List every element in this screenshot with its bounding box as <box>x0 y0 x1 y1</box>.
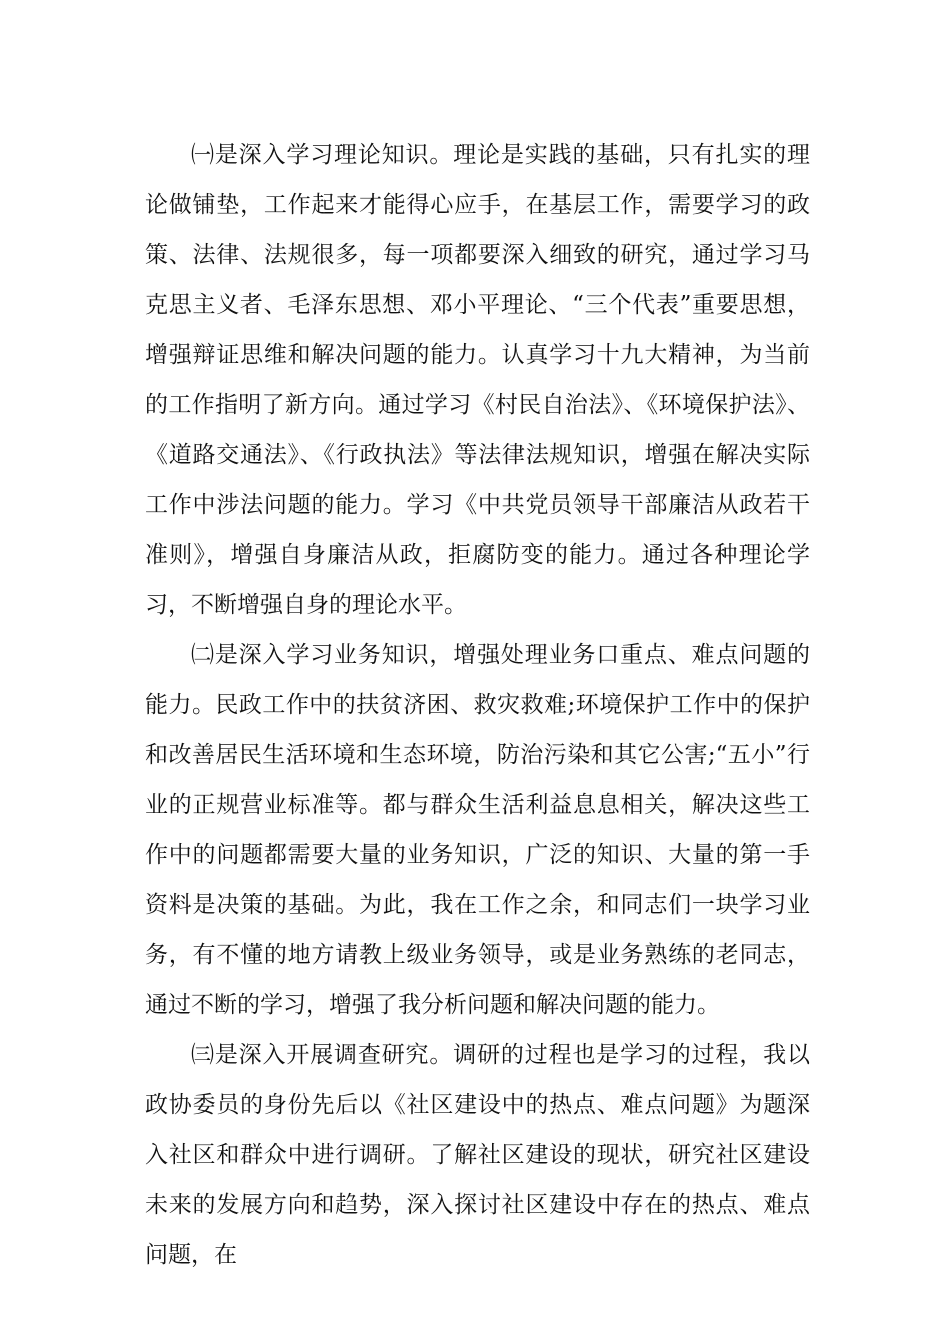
document-body <box>145 130 810 1280</box>
paragraph-1: ㈠是深入学习理论知识。理论是实践的基础，只有扎实的理论做铺垫，工作起来才能得心应手，在基层工作，需要学习的政策、法律、法规很多，每一项都要深入细致的研究，通过学习马克思主义者、毛泽东思想、邓小平理论、“三个代表”重要思想，增强辩证思维和解决问题的能力。认真学习十九大精神，为当前的工作指明了新方向。通过学习《村民自治法》、《环境保护法》、《道路交通法》、《行政执法》等法律法规知识，增强在解决实际工作中涉法问题的能力。学习《中共党员领导干部廉洁从政若干准则》，增强自身廉洁从政，拒腐防变的能力。通过各种理论学习，不断增强自身的理论水平。 <box>145 142 810 618</box>
paragraph-2: ㈡是深入学习业务知识，增强处理业务口重点、难点问题的能力。民政工作中的扶贫济困、救灾救难;环境保护工作中的保护和改善居民生活环境和生态环境，防治污染和其它公害;“五小”行业的正规营业标准等。都与群众生活利益息息相关，解决这些工作中的问题都需要大量的业务知识，广泛的知识、大量的第一手资料是决策的基础。为此，我在工作之余，和同志们一块学习业务，有不懂的地方请教上级业务领导，或是业务熟练的老同志，通过不断的学习，增强了我分析问题和解决问题的能力。 <box>145 642 810 1018</box>
paragraph-3: ㈢是深入开展调查研究。调研的过程也是学习的过程，我以政协委员的身份先后以《社区建设中的热点、难点问题》为题深入社区和群众中进行调研。了解社区建设的现状，研究社区建设未来的发展方向和趋势，深入探讨社区建设中存在的热点、难点问题，在 <box>145 1042 810 1268</box>
